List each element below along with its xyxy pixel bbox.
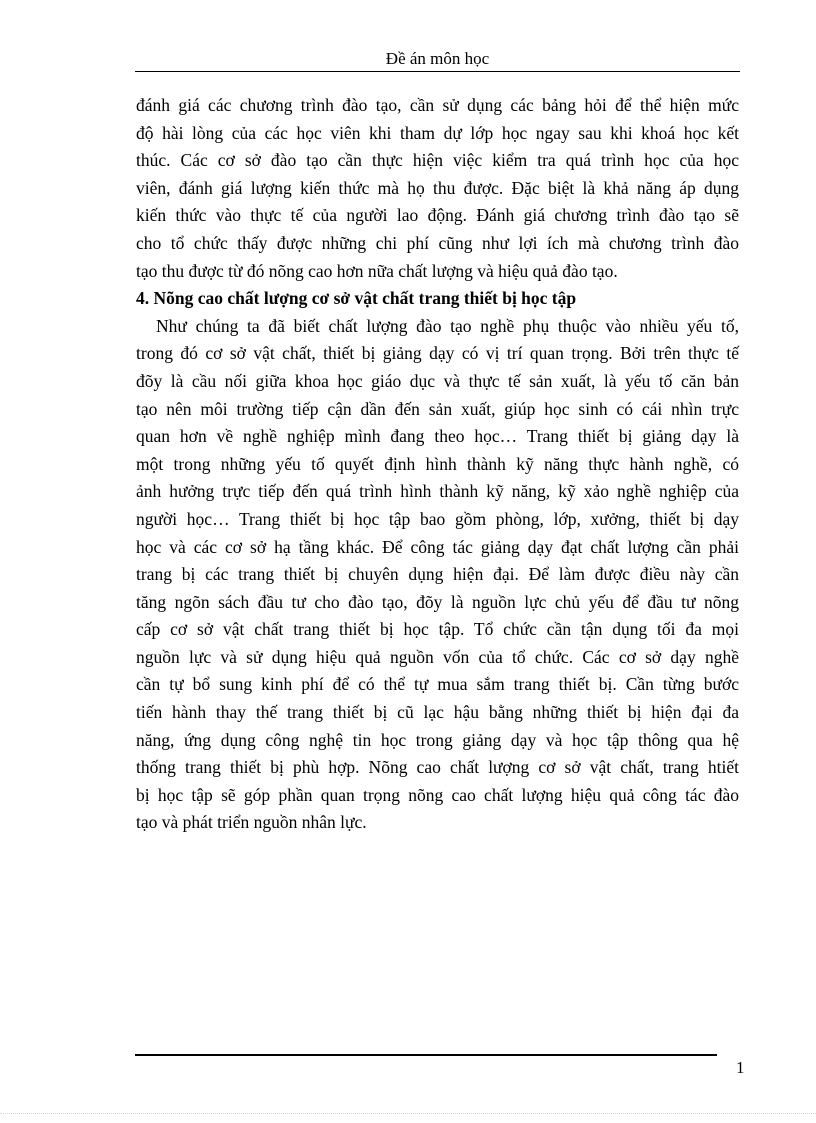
text-line: tăng ngõn sách đầu tư cho đào tạo, đõy là nguồn lực chủ yếu để đầu tư nõng [136,591,739,612]
text-line: nguồn lực và sử dụng hiệu quả nguồn vốn của tổ chức. Các cơ sở dạy nghề [136,646,739,667]
text-line: cần tự bổ sung kinh phí để có thể tự mua sắm trang thiết bị. Cần từng bước [136,674,739,695]
footer-divider [135,1054,717,1056]
text-line: quan hơn về nghề nghiệp mình đang theo học… Trang thiết bị giảng dạy là [136,426,739,447]
text-line: viên, đánh giá lượng kiến thức mà họ thu được. Đặc biệt là khả năng áp dụng [136,177,739,198]
text-line: tạo và phát triển nguồn nhân lực. [136,812,367,833]
text-line: trong đó cơ sở vật chất, thiết bị giảng dạy có vị trí quan trọng. Bởi trên thực tế [136,343,739,364]
text-line: học và các cơ sở hạ tầng khác. Để công tác giảng dạy đạt chất lượng cần phải [136,536,739,557]
text-line: một trong những yếu tố quyết định hình thành kỹ năng thực hành nghề, có [136,453,739,474]
page-edge-dotted-line [0,1113,816,1114]
text-line: cho tổ chức thấy được những chi phí cũng như lợi ích mà chương trình đào [136,232,739,253]
text-line: người học… Trang thiết bị học tập bao gồm phòng, lớp, xưởng, thiết bị dạy [136,508,739,529]
text-line: tạo nên môi trường tiếp cận dần đến sản xuất, giúp học sinh có cái nhìn trực [136,398,739,419]
text-line: cấp cơ sở vật chất trang thiết bị học tập. Tổ chức cần tận dụng tối đa mọi [136,619,739,640]
paragraph-facilities [136,313,739,837]
page-header-title: Đề án môn học [385,49,490,68]
paragraph-evaluation [136,92,739,285]
page-number: 1 [736,1058,745,1077]
document-body [136,92,739,837]
text-line: Như chúng ta đã biết chất lượng đào tạo nghề phụ thuộc vào nhiều yếu tố, [156,315,739,336]
text-line: tạo thu được từ đó nõng cao hơn nữa chất lượng và hiệu quả đào tạo. [136,260,618,281]
section-heading: 4. Nõng cao chất lượng cơ sở vật chất trang thiết bị học tập [136,288,577,309]
text-line: đõy là cầu nối giữa khoa học giáo dục và thực tế sản xuất, là yếu tố căn bản [136,370,739,391]
text-line: kiến thức vào thực tế của người lao động. Đánh giá chương trình đào tạo sẽ [136,205,739,226]
text-line: tiến hành thay thế trang thiết bị cũ lạc hậu bằng những thiết bị hiện đại đa [136,702,739,723]
text-line: thống trang thiết bị phù hợp. Nõng cao chất lượng cơ sở vật chất, trang htiết [136,757,739,778]
text-line: ảnh hưởng trực tiếp đến quá trình hình thành kỹ năng, kỹ xảo nghề nghiệp của [136,481,739,502]
text-line: đánh giá các chương trình đào tạo, cần sử dụng các bảng hỏi để thể hiện mức [136,95,739,115]
text-line: năng, ứng dụng công nghệ tin học trong giảng dạy và học tập thông qua hệ [136,729,739,750]
text-line: trang bị các trang thiết bị chuyên dụng hiện đại. Để làm được điều này cần [136,564,739,585]
header-divider [135,71,740,72]
text-line: độ hài lòng của các học viên khi tham dự lớp học ngay sau khi khoá học kết [136,122,739,143]
text-line: thúc. Các cơ sở đào tạo cần thực hiện việc kiểm tra quá trình học của học [136,150,739,171]
text-line: bị học tập sẽ góp phần quan trọng nõng cao chất lượng hiệu quả công tác đào [136,784,739,805]
